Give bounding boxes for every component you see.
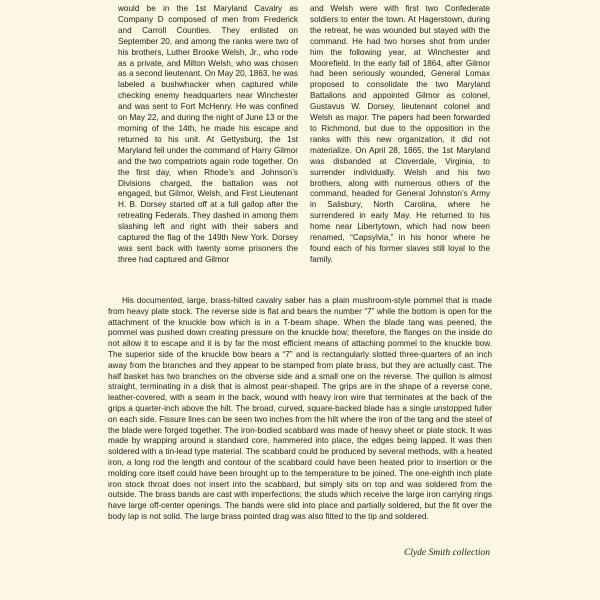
saber-description	[108, 296, 492, 523]
right-column-text: and Welsh were with first two Confederate soldiers to enter the town. At Hagerstown, during the retreat, he was wounded but stayed with the command. He had two horses shot from under him the following year, at Winchester and Moorefield. In the early fall of 1864, after Gilmor had been seriously wounded, General Lomax proposed to consolidate the two Maryland Battalions and appointed Gilmor as colonel, Gustavus W. Dorsey, lieutenant colonel and Welsh as major. The papers had been forwarded to Richmond, but due to the opposition in the ranks with this new organization, it did not materialize. On April 28, 1865, the 1st Maryland was disbanded at Cloverdale, Virginia, to surrender individually. Welsh and his two brothers, along with numerous others of the command, headed for General Johnston’s Army in Salisbury, North Carolina, where he surrendered in early May. He returned to his home near Libertytown, which had now been renamed, “Capsylvia,” in his honor where he found each of his former slaves still loyal to the family.	[310, 4, 490, 264]
photo-credit: Clyde Smith collection	[403, 548, 490, 558]
left-column-text: would be in the 1st Maryland Cavalry as Company D composed of men from Frederick and Carroll Counties. They enlisted on September 20, and among the ranks were two of his brothers, Luther Brooke Welsh, Jr., who rode as a private, and Milton Welsh, who was chosen as a second lieutenant. On May 20, 1863, he was labeled a bushwhacker when captured while checking enemy headquarters near Winchester and was sent to Fort McHenry. He was confined on May 22, and during the night of June 13 or the morning of the 14th, he made his escape and returned to his unit. At Gettysburg, the 1st Maryland fell under the command of Harry Gilmor and the two compatriots again rode together. On the first day, when Rhode’s and Johnson’s Divisions charged, the battalion was not engaged, but Gilmor, Welsh, and First Lieutenant H. B. Dorsey started off at a full gallop after the retreating Federals. They dashed in among them slashing left and right with their sabers and captured the flag of the 149th New York. Dorsey was sent back with twenty some prisoners the three had captured and Gilmor	[118, 4, 298, 264]
saber-description-text: His documented, large, brass-hilted cavalry saber has a plain mushroom-style pommel that is made from heavy plate stock. The reverse side is flat and bears the number “7” while the bottom is open for the attachment of the knuckle bow which is in a T-beam shape. When the blade tang was peened, the pommel was pushed down creating pressure on the knuckle bow; therefore, the flanges on the inside do not allow it to escape and it is by far the most efficient means of attaching pommel to the knuckle bow. The superior side of the knuckle bow bears a “7” and is rectangularly slotted three-quarters of an inch away from the branches and they appear to be stamped from plate brass, but they are actually cast. The half basket has two branches on the obverse side and a small one on the reverse. The quillon is almost straight, terminating in a disk that is almost pear-shaped. The grips are in the shape of a reverse cone, leather-covered, with a seam in the back, wound with heavy iron wire that terminates at the back of the grips a quarter-inch above the hilt. The broad, curved, square-backed blade has a single unstopped fuller on each side. Fissure lines can be seen two inches from the hilt where the iron of the tang and the steel of the blade were forged together. The iron-bodied scabbard was made of heavy sheet or plate stock. It was made by wrapping around a standard core, hammered into place, the edges being lapped. It was then soldered with a tin-lead type material. The scabbard could be produced by several methods, with a heated iron, a long rod the length and contour of the scabbard could have been heated prior to insertion or the molding core itself could have been brought up to the temperature to be joined. The one-eighth inch plate iron stock throat does not insert into the scabbard, but simply sits on top and was soldered from the outside. The brass bands are cast with imperfections; the studs which receive the large iron carrying rings have large off-center openings. The bands were slid into place and partially soldered, but the fit over the body lap is not solid. The large brass pointed drag was also fitted to the tip and soldered.	[108, 296, 492, 521]
two-column-section	[118, 4, 490, 266]
left-column	[118, 4, 298, 266]
right-column	[310, 4, 490, 266]
